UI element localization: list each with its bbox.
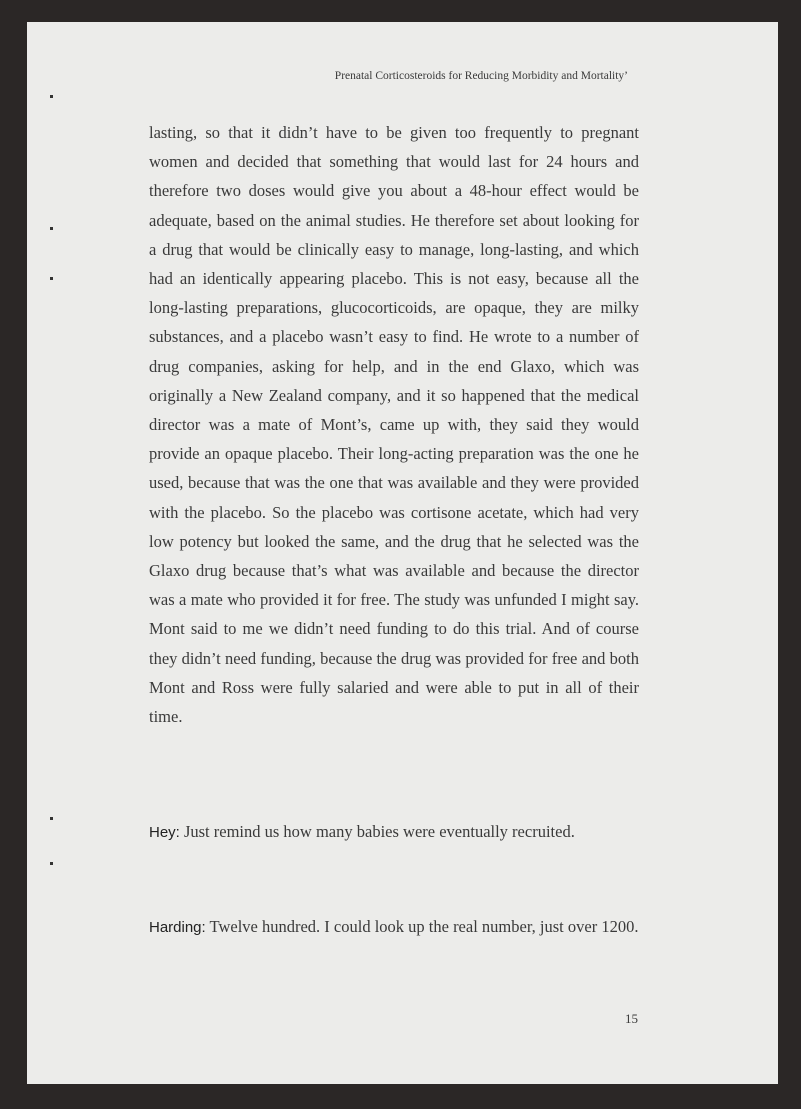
- document-page: [27, 22, 778, 1084]
- binding-hole-mark: [50, 817, 53, 820]
- binding-hole-mark: [50, 227, 53, 230]
- speaker-label-harding: Harding:: [149, 919, 206, 936]
- running-header: Prenatal Corticosteroids for Reducing Morbidity and Mortality’: [334, 70, 628, 82]
- dialogue-text-harding: Twelve hundred. I could look up the real number, just over 1200.: [205, 917, 639, 936]
- binding-hole-mark: [50, 862, 53, 865]
- dialogue-hey: [149, 817, 639, 847]
- dialogue-harding: [149, 912, 639, 942]
- page-number: 15: [625, 1011, 638, 1026]
- body-paragraph: lasting, so that it didn’t have to be given too frequently to pregnant women and decided that something that would last for 24 hours and therefore two doses would give you about a 48-hour effect would be adequate, based on the animal studies. He therefore set about looking for a drug that would be clinically easy to manage, long-lasting, and which had an identically appearing placebo. This is not easy, because all the long-lasting preparations, glucocorticoids, are opaque, they are milky substances, and a placebo wasn’t easy to find. He wrote to a number of drug companies, asking for help, and in the end Glaxo, which was originally a New Zealand company, and it so happened that the medical director was a mate of Mont’s, came up with, they said they would provide an opaque placebo. Their long-acting preparation was the one he used, because that was the one that was available and they were provided with the placebo. So the placebo was cortisone acetate, which had very low potency but looked the same, and the drug that he selected was the Glaxo drug because that’s what was available and because the director was a mate who provided it for free. The study was unfunded I might say. Mont said to me we didn’t need funding to do this trial. And of course they didn’t need funding, because the drug was provided for free and both Mont and Ross were fully salaried and were able to put in all of their time.: [149, 123, 639, 727]
- binding-hole-mark: [50, 277, 53, 280]
- dialogue-text-hey: Just remind us how many babies were eventually recruited.: [179, 822, 575, 841]
- speaker-label-hey: Hey:: [149, 824, 180, 841]
- binding-hole-mark: [50, 95, 53, 98]
